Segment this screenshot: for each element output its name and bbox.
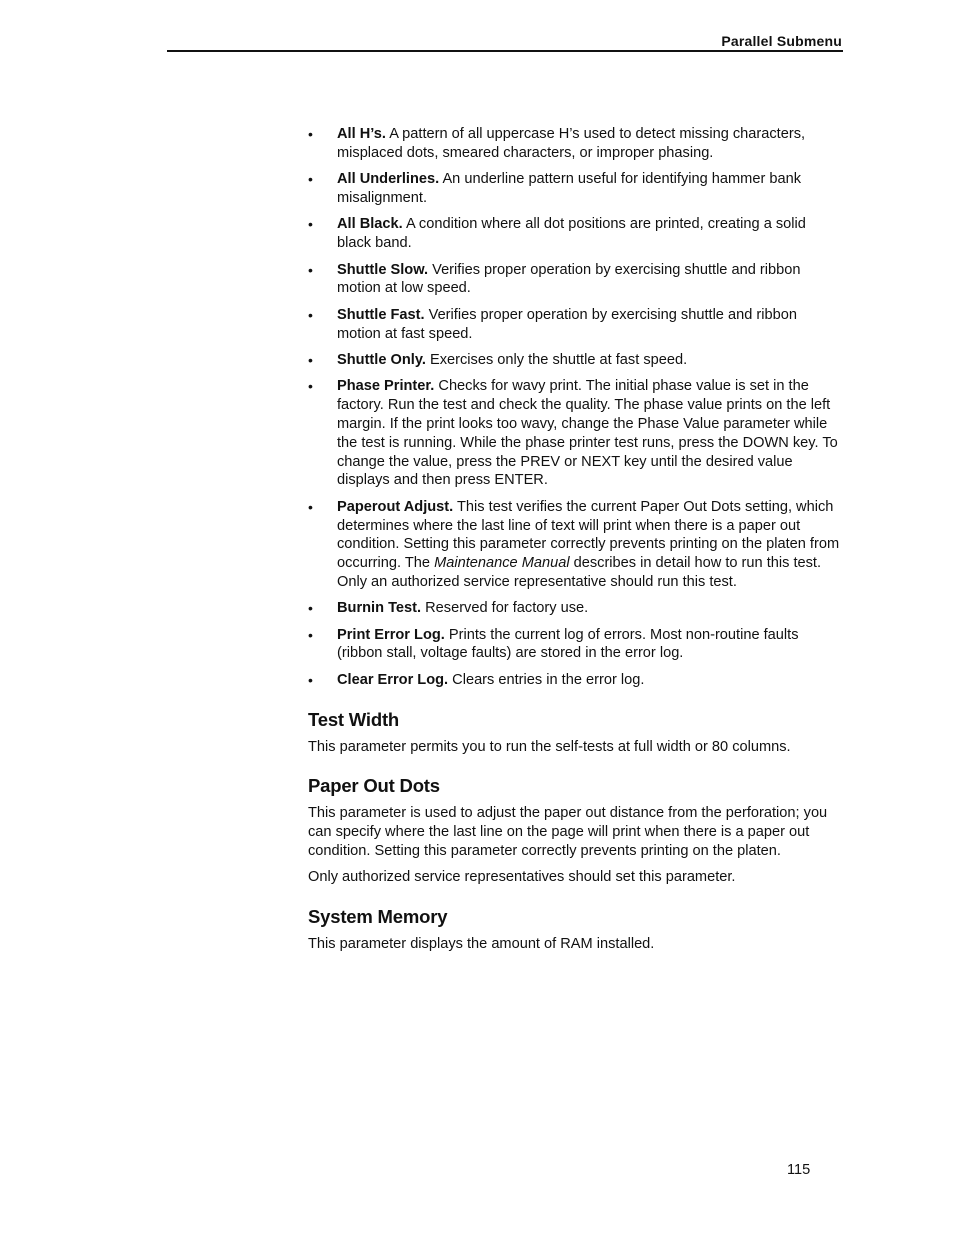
list-item [308,377,844,490]
bullet-icon: • [308,671,313,688]
item-text: Prints the current log of errors. Most non-routine faults (ribbon stall, voltage faults) are stored in the error log. [337,626,799,662]
bullet-icon: • [308,600,313,617]
list-item [308,261,844,299]
item-term: Paperout Adjust. [337,498,454,515]
list-item [308,626,844,664]
list-item [308,351,844,370]
section-heading-test-width: Test Width [308,708,400,730]
running-head: Parallel Submenu [721,33,842,49]
list-item [308,170,844,208]
bullet-icon: • [308,261,313,278]
item-term: Shuttle Only. [337,351,426,368]
item-term: Clear Error Log. [337,671,449,688]
bullet-icon: • [308,378,313,395]
item-term: Shuttle Fast. [337,306,425,323]
list-item [308,125,844,163]
paragraph: This parameter is used to adjust the paper out distance from the perforation; you can specify where the last line on the page will print when there is a paper out condition. Setting this parameter correctly prevents printing on the platen. [308,805,828,860]
page-number: 115 [787,1162,811,1178]
item-term: Print Error Log. [337,626,445,643]
bullet-icon: • [308,126,313,142]
list-item [308,599,844,618]
item-text: Reserved for factory use. [425,600,589,617]
section-heading-system-memory: System Memory [308,906,448,928]
bullet-icon: • [308,498,313,515]
paragraph: Only authorized service representatives should set this parameter. [308,869,736,886]
paragraph: This parameter permits you to run the self-tests at full width or 80 columns. [308,738,791,755]
item-text: A condition where all dot positions are printed, creating a solid black band. [337,216,806,252]
page-content [308,125,844,962]
item-text: Verifies proper operation by exercising shuttle and ribbon motion at fast speed. [337,306,797,342]
bullet-icon: • [308,306,313,323]
item-text: A pattern of all uppercase H’s used to detect missing characters, misplaced dots, smeared characters, or improper phasing. [337,126,806,161]
section-heading-paper-out-dots: Paper Out Dots [308,775,440,797]
bullet-icon: • [308,626,313,643]
list-item [308,306,844,344]
item-text: Checks for wavy print. The initial phase value is set in the factory. Run the test and check the quality. The phase value prints on the left margin. If the print looks too wavy, change the Phase Value parameter while the test is running. While the phase printer test runs, press the DOWN key. To change the value, press the PREV or NEXT key until the desired value displays and then press ENTER. [337,378,838,489]
manual-title: Maintenance Manual [434,555,570,572]
item-text: An underline pattern useful for identifying hammer bank misalignment. [337,171,802,206]
bullet-icon: • [308,216,313,233]
item-term: All H’s. [337,126,386,142]
item-text: Exercises only the shuttle at fast speed. [429,351,688,368]
item-text: describes in detail how to run this test. Only an authorized service representative should run this test. [337,555,822,590]
bullet-icon: • [308,351,313,368]
item-term: Phase Printer. [337,378,435,395]
header-rule [167,50,843,52]
item-text: Clears entries in the error log. [452,671,645,688]
item-text: Verifies proper operation by exercising shuttle and ribbon motion at low speed. [337,261,801,297]
list-item [308,498,844,592]
item-term: Burnin Test. [337,600,422,617]
list-item [308,671,844,690]
paragraph: This parameter displays the amount of RAM installed. [308,936,655,953]
bullet-icon: • [308,171,313,188]
list-item [308,215,844,253]
item-text: This test verifies the current Paper Out Dots setting, which determines where the last line of text will print when there is a paper out condition. Setting this parameter correctly prevents printing on the platen from occurring. The [337,498,840,572]
item-term: All Black. [337,216,403,233]
test-list [308,125,844,690]
item-term: All Underlines. [337,171,440,188]
item-term: Shuttle Slow. [337,261,429,278]
